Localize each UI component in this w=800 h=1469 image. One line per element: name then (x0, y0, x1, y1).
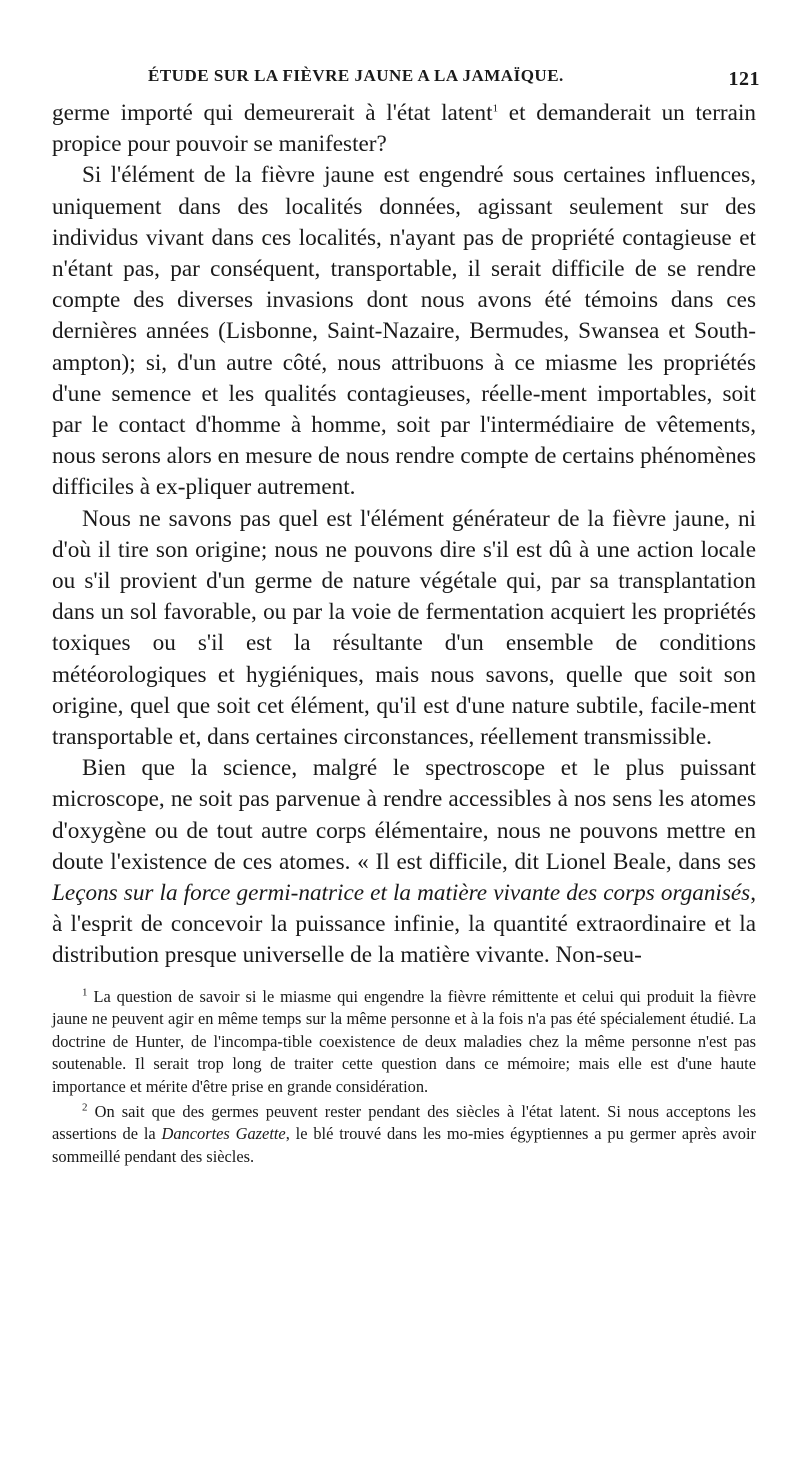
footnotes (52, 986, 756, 1169)
p4-text-before-title: Bien que la science, malgré le spectroscope et le plus puissant microscope, ne soit pas parvenue à rendre accessibles à nos sens les atomes d'oxygène ou de tout autre corps élémentaire, nous ne pouvons mettre en doute l'existence de ces atomes. « Il est difficile, dit Lionel Beale, dans ses (52, 755, 756, 875)
footnote-1-text: La question de savoir si le miasme qui engendre la fièvre rémittente et celui qui produit la fièvre jaune ne peuvent agir en même temps sur la même personne et à la fois n'a pas été spécialement étudié. La doctrine de Hunter, de l'incompa-tible coexistence de deux maladies chez la même personne n'est pas soutenable. Il serait trop long de traiter cette question dans ce mémoire; mais elle est d'une haute importance et mérite d'être prise en grande considération. (52, 986, 756, 1097)
cited-work-title: Leçons sur la force germi-natrice et la matière vivante des corps organisés (52, 880, 751, 907)
page-number: 121 (728, 68, 760, 90)
footnote-2 (52, 1101, 756, 1169)
p1-text-before-note: germe importé qui demeurerait à l'état latent (52, 100, 493, 126)
footnote-2-text-after: , le blé trouvé dans les mo-mies égyptiennes a pu germer après avoir sommeillé pendant des siècles. (52, 1124, 757, 1166)
footnote-2-cited-title: Dancortes Gazette (161, 1124, 286, 1144)
p1-text-after-note: et demanderait un terrain propice pour pouvoir se manifester? (52, 100, 756, 158)
paragraph-1 (52, 98, 756, 160)
paragraph-2: Si l'élément de la fièvre jaune est engendré sous certaines influences, uniquement dans des localités données, agissant seulement sur des individus vivant dans ces localités, n'ayant pas de propriété contagieuse et n'étant pas, par conséquent, transportable, il serait difficile de se rendre compte des diverses invasions dont nous avons été témoins dans ces dernières années (Lisbonne, Saint-Nazaire, Bermudes, Swansea et South-ampton); si, d'un autre côté, nous attribuons à ce miasme les propriétés d'une semence et les qualités contagieuses, réelle-ment importables, soit par le contact d'homme à homme, soit par l'intermédiaire de vêtements, nous serons alors en mesure de nous rendre compte de certains phénomènes difficiles à ex-pliquer autrement. (52, 162, 756, 501)
footnote-mark-2: 2 (82, 1101, 88, 1114)
footnote-2-text-before: On sait que des germes peuvent rester pendant des siècles à l'état latent. Si nous acceptons les assertions de la (52, 1101, 756, 1144)
main-text (52, 98, 756, 972)
paragraph-3: Nous ne savons pas quel est l'élément générateur de la fièvre jaune, ni d'où il tire son origine; nous ne pouvons dire s'il est dû à une action locale ou s'il provient d'un germe de nature végétale qui, par sa transplantation dans un sol favorable, ou par la voie de fermentation acquiert les propriétés toxiques ou s'il est la résultante d'un ensemble de conditions météorologiques et hygiéniques, mais nous savons, quelle que soit son origine, quel que soit cet élément, qu'il est d'une nature subtile, facile-ment transportable et, dans certaines circonstances, réellement transmissible. (52, 505, 756, 751)
book-page (52, 62, 760, 1168)
running-title: ÉTUDE SUR LA FIÈVRE JAUNE A LA JAMAÏQUE. (148, 66, 564, 85)
footnote-ref-1: 1 (492, 102, 499, 115)
footnote-1 (52, 986, 756, 1099)
running-head (52, 62, 760, 98)
footnote-mark-1: 1 (82, 986, 88, 999)
paragraph-4 (52, 753, 756, 971)
p4-text-after-title: , à l'esprit de concevoir la puissance infinie, la quantité extraordinaire et la distribution presque universelle de la matière vivante. Non-seu- (52, 880, 756, 969)
